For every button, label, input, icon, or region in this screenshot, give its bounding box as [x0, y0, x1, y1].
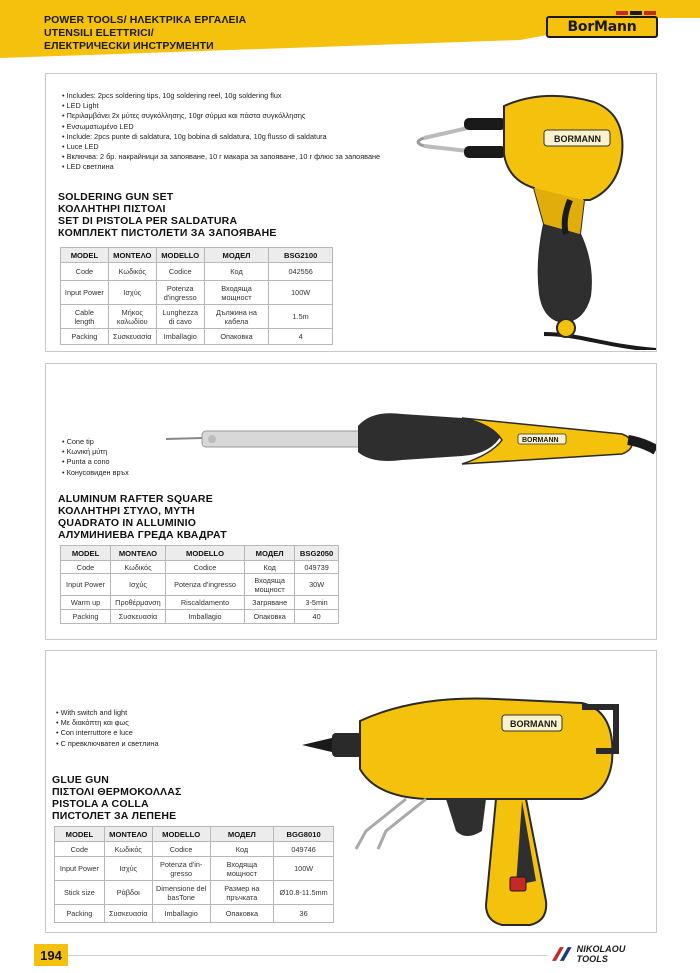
spec-table — [60, 545, 339, 624]
product-name-gr: ΚΟΛΛΗΤΗΡΙ ΠΙΣΤΟΛΙ — [58, 203, 166, 215]
table-header-cell: MODEL — [61, 248, 109, 263]
table-cell: Ισχύς — [104, 857, 152, 881]
table-row — [61, 546, 339, 561]
table-cell: 042556 — [269, 263, 333, 281]
product-panel-glue-gun — [45, 650, 657, 933]
table-cell: Код — [204, 263, 269, 281]
section-title-line-2: UTENSILI ELETTRICI/ — [44, 27, 154, 39]
product-name-en: GLUE GUN — [52, 774, 110, 786]
table-cell: Опаковка — [210, 905, 274, 923]
product-name-bg: ПИСТОЛЕТ ЗА ЛЕПЕНЕ — [52, 810, 177, 822]
table-cell: Input Power — [61, 281, 109, 305]
table-cell: Stick size — [55, 881, 105, 905]
table-cell: Κωδικός — [108, 263, 156, 281]
table-cell: Input Power — [55, 857, 105, 881]
table-header-cell: МОДЕЛ — [210, 827, 274, 842]
table-header-cell: BGG8010 — [274, 827, 334, 842]
table-cell: 4 — [269, 329, 333, 345]
table-cell: 40 — [295, 610, 339, 624]
table-cell: Potenza d'in-gresso — [152, 857, 210, 881]
product-name-it: SET DI PISTOLA PER SALDATURA — [58, 215, 238, 227]
table-cell: 1.5m — [269, 305, 333, 329]
feature-item: • Luce LED — [62, 142, 402, 152]
table-row — [61, 596, 339, 610]
table-cell: Κωδικός — [111, 561, 166, 574]
product-name — [52, 774, 182, 822]
footer-divider — [68, 955, 548, 956]
product-name-bg: КОМПЛЕКТ ПИСТОЛЕТИ ЗА ЗАПОЯВАНЕ — [58, 227, 277, 239]
table-row — [55, 905, 334, 923]
table-cell: Ισχύς — [111, 574, 166, 596]
table-header-cell: ΜΟΝΤΕΛΟ — [108, 248, 156, 263]
product-panel-soldering-gun — [45, 73, 657, 352]
table-header-cell: MODELLO — [165, 546, 244, 561]
table-row — [55, 827, 334, 842]
feature-item: • LED Light — [62, 101, 402, 111]
feature-item: • Punta a cono — [62, 457, 222, 467]
table-header-cell: BSG2100 — [269, 248, 333, 263]
table-cell: Ισχύς — [108, 281, 156, 305]
page-number: 194 — [34, 944, 68, 966]
product-brand-label: BORMANN — [510, 719, 557, 729]
table-cell: 100W — [274, 857, 334, 881]
table-header-cell: ΜΟΝΤΕΛΟ — [111, 546, 166, 561]
feature-list — [56, 708, 216, 749]
product-name-it: PISTOLA A COLLA — [52, 798, 149, 810]
table-header-cell: МОДЕЛ — [245, 546, 295, 561]
table-cell: Συσκευασία — [111, 610, 166, 624]
table-row — [61, 574, 339, 596]
product-name-gr: ΠΙΣΤΟΛΙ ΘΕΡΜΟΚΟΛΛΑΣ — [52, 786, 182, 798]
product-name-bg: АЛУМИНИЕВА ГРЕДА КВАДРАТ — [58, 529, 227, 541]
product-brand-label: BORMANN — [554, 134, 601, 144]
table-cell: Codice — [165, 561, 244, 574]
feature-item: • Con interruttore e luce — [56, 728, 216, 738]
table-row — [55, 857, 334, 881]
table-row — [55, 881, 334, 905]
table-header-cell: MODELLO — [152, 827, 210, 842]
table-cell: 049739 — [295, 561, 339, 574]
table-cell: Μήκος καλωδίου — [108, 305, 156, 329]
table-row — [61, 281, 333, 305]
product-name — [58, 493, 227, 541]
table-cell: Συσκευασία — [104, 905, 152, 923]
table-cell: Входяща мощност — [210, 857, 274, 881]
table-cell: 36 — [274, 905, 334, 923]
table-header-cell: MODELLO — [156, 248, 204, 263]
soldering-gun-image — [394, 84, 656, 350]
table-cell: Codice — [152, 842, 210, 857]
feature-item: • Κωνική μύτη — [62, 447, 222, 457]
table-cell: Imballagio — [156, 329, 204, 345]
table-header-cell: ΜΟΝΤΕΛΟ — [104, 827, 152, 842]
product-name-en: SOLDERING GUN SET — [58, 191, 174, 203]
table-header-cell: МОДЕЛ — [204, 248, 269, 263]
table-cell: Imballagio — [165, 610, 244, 624]
table-cell: Potenza d'ingresso — [156, 281, 204, 305]
feature-list — [62, 91, 402, 173]
feature-item: • Με διακόπτη και φως — [56, 718, 216, 728]
table-row — [61, 610, 339, 624]
table-cell: Входяща мощност — [204, 281, 269, 305]
distributor-name: NIKOLAOU TOOLS — [576, 944, 626, 964]
table-header-cell: MODEL — [61, 546, 111, 561]
section-title-line-1: POWER TOOLS/ ΗΛΕΚΤΡΙΚΑ ΕΡΓΑΛΕΙΑ — [44, 14, 247, 26]
product-brand-label: BORMANN — [522, 437, 559, 444]
table-cell: Ø10.8-11.5mm — [274, 881, 334, 905]
table-cell: Загряване — [245, 596, 295, 610]
table-cell: Code — [61, 561, 111, 574]
feature-item: • Ενσωματωμένο LED — [62, 122, 402, 132]
feature-item: • Конусовиден връх — [62, 468, 222, 478]
table-cell: Packing — [55, 905, 105, 923]
table-cell: Codice — [156, 263, 204, 281]
spec-table — [60, 247, 333, 345]
table-cell: Code — [55, 842, 105, 857]
table-cell: Ράβδοι — [104, 881, 152, 905]
table-cell: Packing — [61, 610, 111, 624]
brand-logo: BorMann — [546, 16, 658, 38]
table-cell: Опаковка — [204, 329, 269, 345]
glue-gun-image — [296, 681, 626, 933]
product-name — [58, 191, 277, 239]
section-title — [44, 14, 246, 53]
feature-item: • Include: 2pcs punte di saldatura, 10g bobina di saldatura, 10g flusso di saldatura — [62, 132, 402, 142]
table-cell: 30W — [295, 574, 339, 596]
table-cell: Κωδικός — [104, 842, 152, 857]
table-cell: Опаковка — [245, 610, 295, 624]
table-cell: 049746 — [274, 842, 334, 857]
table-cell: Packing — [61, 329, 109, 345]
table-cell: Warm up — [61, 596, 111, 610]
spec-table — [54, 826, 334, 923]
table-cell: 100W — [269, 281, 333, 305]
feature-item: • Включва: 2 бр. накрайници за запояване, 10 г макара за запояване, 10 г флюс за запояване — [62, 152, 402, 162]
product-name-en: ALUMINUM RAFTER SQUARE — [58, 493, 213, 505]
table-cell: Dimensione del basTone — [152, 881, 210, 905]
distributor-logo — [552, 944, 658, 964]
table-cell: Дължина на кабела — [204, 305, 269, 329]
feature-item: • С превключвател и светлина — [56, 739, 216, 749]
table-cell: Potenza d'ingresso — [165, 574, 244, 596]
table-cell: Код — [245, 561, 295, 574]
table-cell: Размер на пръчката — [210, 881, 274, 905]
section-title-line-3: ЕЛЕКТРИЧЕСКИ ИНСТРУМЕНТИ — [44, 40, 214, 52]
table-cell: 3-5min — [295, 596, 339, 610]
table-cell: Προθέρμανση — [111, 596, 166, 610]
table-cell: Riscaldamento — [165, 596, 244, 610]
table-cell: Imballagio — [152, 905, 210, 923]
table-row — [61, 305, 333, 329]
feature-item: • With switch and light — [56, 708, 216, 718]
soldering-iron-image — [162, 404, 656, 484]
table-header-cell: MODEL — [55, 827, 105, 842]
feature-item: • Περιλαμβάνει 2x μύτες συγκόλλησης, 10gr σύρμα και πάστα συγκόλλησης — [62, 111, 402, 121]
feature-item: • Cone tip — [62, 437, 222, 447]
product-name-gr: ΚΟΛΛΗΤΗΡΙ ΣΤΥΛΟ, ΜΥΤΗ — [58, 505, 195, 517]
feature-item: • Includes: 2pcs soldering tips, 10g soldering reel, 10g soldering flux — [62, 91, 402, 101]
table-row — [61, 263, 333, 281]
table-row — [61, 329, 333, 345]
feature-item: • LED светлина — [62, 162, 402, 172]
distributor-mark-icon — [552, 947, 574, 961]
table-row — [61, 561, 339, 574]
table-cell: Входяща мощност — [245, 574, 295, 596]
product-panel-soldering-iron — [45, 363, 657, 640]
table-cell: Lunghezza di cavo — [156, 305, 204, 329]
table-header-cell: BSG2050 — [295, 546, 339, 561]
table-cell: Συσκευασία — [108, 329, 156, 345]
table-cell: Code — [61, 263, 109, 281]
table-row — [61, 248, 333, 263]
table-cell: Код — [210, 842, 274, 857]
brand-logo-stripe — [616, 11, 656, 15]
table-row — [55, 842, 334, 857]
table-cell: Cable length — [61, 305, 109, 329]
table-cell: Input Power — [61, 574, 111, 596]
product-name-it: QUADRATO IN ALLUMINIO — [58, 517, 197, 529]
